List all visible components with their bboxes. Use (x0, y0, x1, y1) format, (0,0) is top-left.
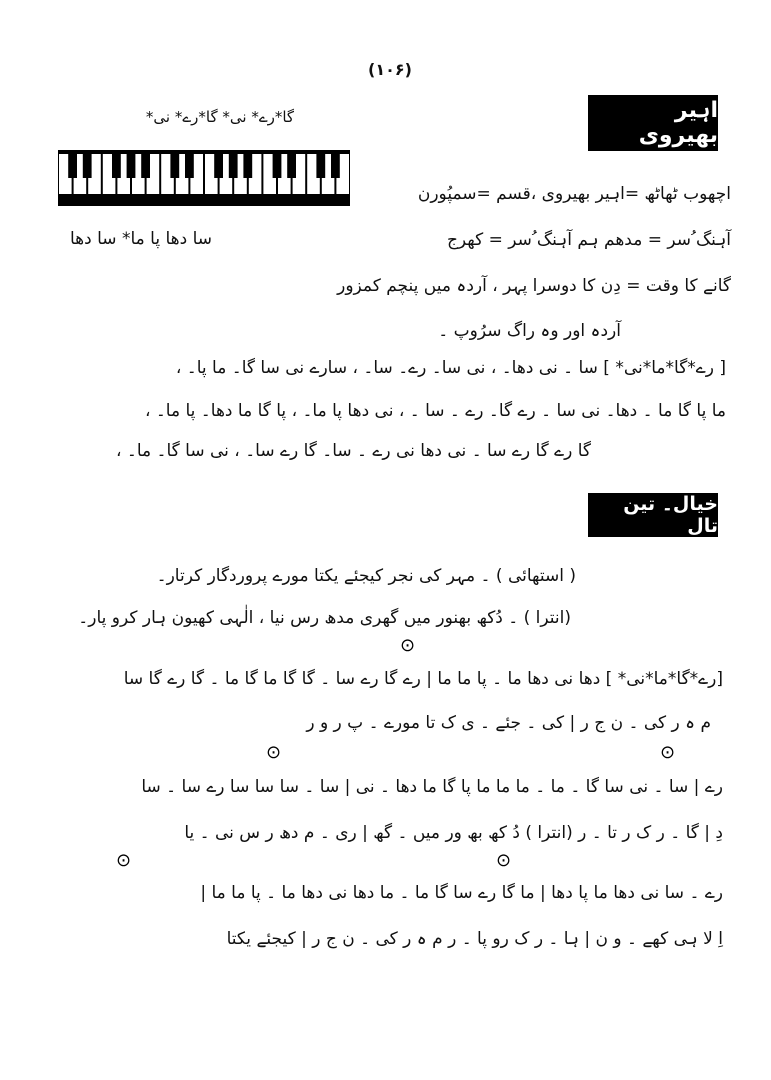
khayal-title-box: خیال۔ تین تال (588, 493, 718, 537)
black-key (316, 154, 325, 178)
black-key (127, 154, 136, 178)
black-key (287, 154, 296, 178)
sam-mark-icon: ⊙ (496, 850, 512, 871)
samvadi-notes: سا دھا پا ما* سا دھا (70, 229, 212, 249)
keyboard-icon (58, 150, 350, 206)
top-swaras: گا*رے* نی* گا*رے* نی* (145, 108, 295, 126)
black-key (112, 154, 121, 178)
sthayi-line: ( استھائی ) ۔ مہر کی نجر کیجئے یکتا مورے پروردگار کرتار۔ (156, 566, 576, 586)
raag-title-box: اہیر بھیروی (588, 95, 718, 151)
black-key (83, 154, 92, 178)
sam-mark-icon: ⊙ (400, 635, 416, 656)
chalan-line-1: [ رے*گا*ما*نی* ] سا ۔ نی دھا۔ ، نی سا۔ رے۔ سا۔ ، سارے نی سا گا۔ ما پا۔ ، (175, 358, 726, 378)
black-key (170, 154, 179, 178)
black-key (229, 154, 238, 178)
black-key (185, 154, 194, 178)
sam-mark-icon: ⊙ (116, 850, 132, 871)
thaat-line: اچھوب ٹھاٹھ =اہیر بھیروی ،قسم =سمپُورن (417, 184, 731, 204)
black-key (141, 154, 150, 178)
antara-line: (انترا ) ۔ دُکھ بھنور میں گھری مدھ رس نیا ، الٰہی کھیون ہار کرو پار۔ (78, 608, 571, 628)
roop-line: آردہ اور وہ راگ سرُوپ ۔ (438, 321, 621, 341)
bandish-row-1-words: م ہ ر کی ۔ ن ج ر | کی ۔ جئے ۔ ی ک تا مورے ۔ پ ر و ر (306, 713, 711, 733)
chalan-line-2: ما پا گا ما ۔ دھا۔ نی سا ۔ رے گا۔ رے ۔ سا ۔ ، نی دھا پا ما۔ ، پا گا ما دھا۔ پا ما۔ ، (144, 401, 726, 421)
black-key (243, 154, 252, 178)
page-number: (۱۰۶) (368, 60, 412, 79)
bandish-row-2-words: دِ | گا ۔ ر ک ر تا ۔ ر (انترا ) دُ کھ بھ ور میں ۔ گھ | ری ۔ م دھ ر س نی ۔ یا (184, 823, 723, 843)
chalan-line-3: گا رے گا رے سا ۔ نی دھا نی رے ۔ سا۔ گا رے سا۔ ، نی سا گا۔ ما۔ ، (116, 441, 591, 461)
samvadi-line: آہنگ ُسر = مدھم ہم آہنگ ُسر = کھرج (446, 230, 731, 250)
time-line: گانے کا وقت = دِن کا دوسرا پہر ، آردہ میں پنچم کمزور (337, 276, 731, 296)
bandish-row-3-words: اِ لا ہی کھے ۔ و ن | ہا ۔ ر ک رو پا ۔ ر م ہ ر کی ۔ ن ج ر | کیجئے یکتا (226, 929, 723, 949)
black-key (273, 154, 282, 178)
black-key (68, 154, 77, 178)
bandish-row-2-notes: رے | سا ۔ نی سا گا ۔ ما ۔ ما ما ما پا گا ما دھا ۔ نی | سا ۔ سا سا سا رے سا ۔ سا (141, 777, 723, 797)
sam-mark-icon: ⊙ (660, 742, 676, 763)
sam-mark-icon: ⊙ (266, 742, 282, 763)
bandish-row-1-notes: [رے*گا*ما*نی* ] دھا نی دھا ما ۔ پا ما ما | رے گا رے سا ۔ گا گا ما گا ما ۔ گا رے گا سا (123, 669, 723, 689)
black-key (331, 154, 340, 178)
black-key (214, 154, 223, 178)
bandish-row-3-notes: رے ۔ سا نی دھا ما پا دھا | ما گا رے سا گا ما ۔ ما دھا نی دھا ما ۔ پا ما ما | (200, 883, 723, 903)
